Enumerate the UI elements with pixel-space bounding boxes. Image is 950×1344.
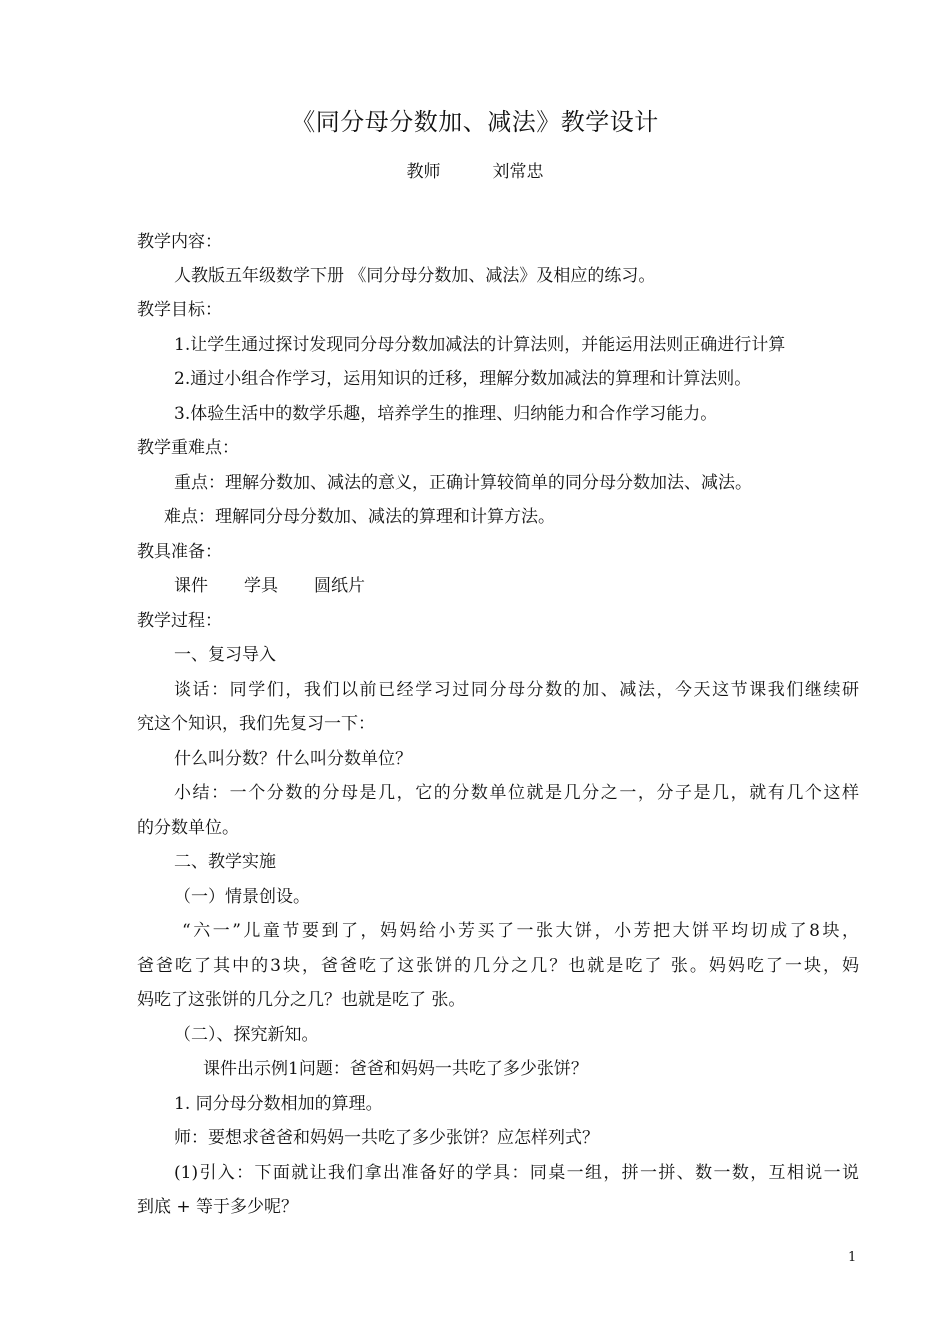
author-label: 教师 [406,162,441,182]
author-name: 刘常忠 [492,162,544,182]
subsection-heading: （一）情景创设。 [174,887,310,907]
subsection-heading: 一、复习导入 [174,645,276,665]
paragraph-text: 妈吃了这张饼的几分之几？也就是吃了 张。 [137,990,466,1010]
material-item: 圆纸片 [314,576,365,596]
objective-item: 3.体验生活中的数学乐趣，培养学生的推理、归纳能力和合作学习能力。 [174,404,718,424]
section-heading-objectives: 教学目标： [137,300,222,320]
paragraph-text: 人教版五年级数学下册 《同分母分数加、减法》及相应的练习。 [174,266,656,286]
objective-item: 1.让学生通过探讨发现同分母分数加减法的计算法则，并能运用法则正确进行计算 [174,335,786,355]
author-line [0,160,950,184]
difficult-point-text: 难点：理解同分母分数加、减法的算理和计算方法。 [164,507,555,527]
material-item: 学具 [244,576,278,596]
paragraph-text: 到底 + 等于多少呢？ [137,1197,299,1217]
paragraph-text: 的分数单位。 [137,818,239,838]
section-heading-process: 教学过程： [137,611,222,631]
paragraph-text: 师：要想求爸爸和妈妈一共吃了多少张饼？应怎样列式？ [174,1128,599,1148]
paragraph-text: 爸爸吃了其中的3块，爸爸吃了这张饼的几分之几？也就是吃了 张。妈妈吃了一块，妈 [137,956,859,976]
section-heading-materials: 教具准备： [137,542,222,562]
document-title: 《同分母分数加、减法》教学设计 [291,108,659,136]
material-item: 课件 [174,576,208,596]
subsection-heading: 二、教学实施 [174,852,276,872]
objective-item: 2.通过小组合作学习，运用知识的迁移，理解分数加减法的算理和计算法则。 [174,369,752,389]
key-point-text: 重点：理解分数加、减法的意义，正确计算较简单的同分母分数加法、减法。 [174,473,752,493]
page-number: 1 [848,1250,857,1265]
paragraph-text: 究这个知识，我们先复习一下： [137,714,375,734]
paragraph-text: 谈话：同学们，我们以前已经学习过同分母分数的加、减法，今天这节课我们继续研 [174,680,859,700]
section-heading-content: 教学内容： [137,232,222,252]
paragraph-text: 什么叫分数？什么叫分数单位？ [174,749,412,769]
paragraph-text: 1. 同分母分数相加的算理。 [174,1094,383,1114]
section-heading-key-points: 教学重难点： [137,438,239,458]
paragraph-text: 小结：一个分数的分母是几，它的分数单位就是几分之一，分子是几，就有几个这样 [174,783,859,803]
paragraph-text: “六一”儿童节要到了，妈妈给小芳买了一张大饼，小芳把大饼平均切成了8块， [182,921,859,941]
paragraph-text: (1)引入：下面就让我们拿出准备好的学具：同桌一组，拼一拼、数一数，互相说一说 [174,1163,859,1183]
subsection-heading: （二）、探究新知。 [174,1025,319,1045]
materials-list [174,574,904,598]
paragraph-text: 课件出示例1问题：爸爸和妈妈一共吃了多少张饼？ [203,1059,588,1079]
